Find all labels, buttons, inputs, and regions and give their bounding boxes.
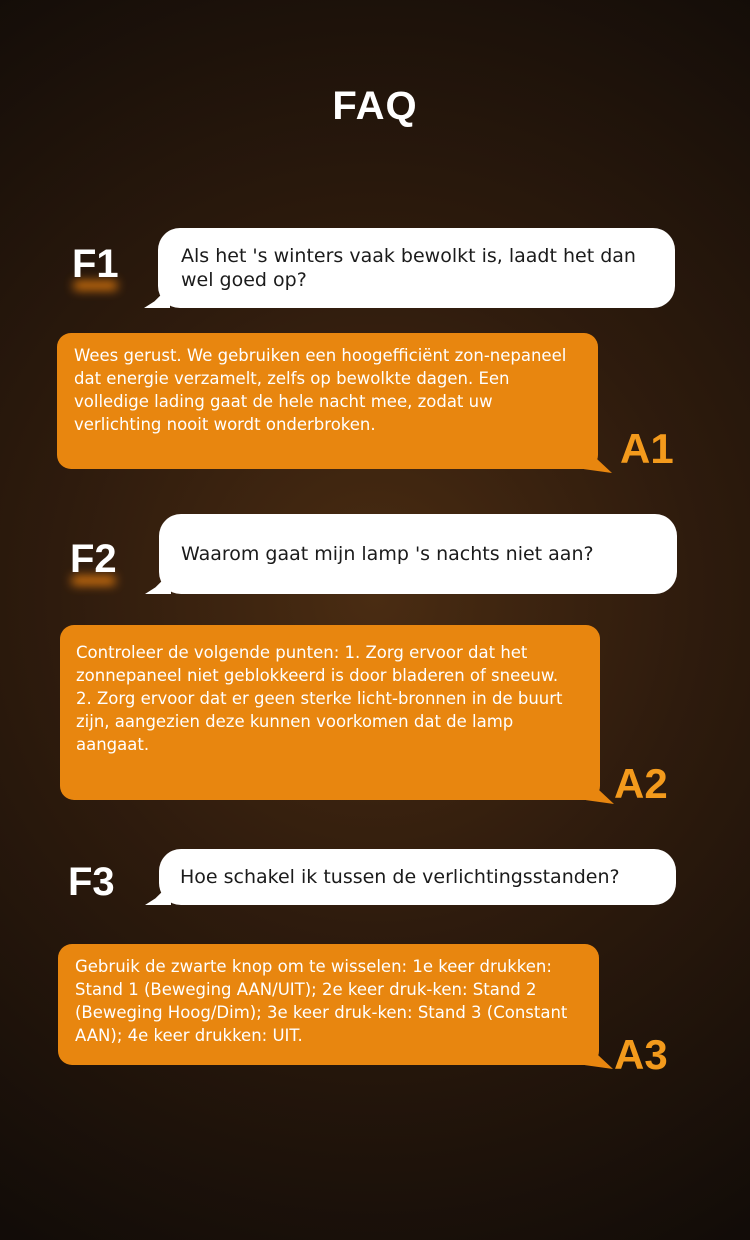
answer-text-1: Wees gerust. We gebruiken een hoogefficiënt zon-nepaneel dat energie verzamelt, zelfs op bewolkte dagen. Een volledige lading gaat de hele nacht mee, zodat uw verlichting nooit wordt onderbroken. bbox=[74, 346, 567, 434]
question-bubble-3 bbox=[159, 849, 676, 905]
question-bubble-1 bbox=[158, 228, 675, 308]
answer-label-1: A1 bbox=[620, 425, 674, 472]
bubble-tail bbox=[586, 778, 614, 804]
answer-text-3: Gebruik de zwarte knop om te wisselen: 1e keer drukken: Stand 1 (Beweging AAN/UIT); 2e keer druk-ken: Stand 2 (Beweging Hoog/Dim); 3e keer druk-ken: Stand 3 (Constant AAN); 4e keer drukken: UIT. bbox=[75, 957, 568, 1045]
answer-label-2: A2 bbox=[614, 760, 668, 807]
question-text-1: Als het 's winters vaak bewolkt is, laadt het dan wel goed op? bbox=[181, 245, 636, 291]
answer-bubble-2 bbox=[60, 625, 600, 800]
question-label-3 bbox=[68, 862, 115, 902]
bubble-tail bbox=[144, 286, 170, 308]
question-label-2-text: F2 bbox=[70, 537, 117, 581]
bubble-tail bbox=[584, 447, 612, 473]
bubble-tail bbox=[585, 1043, 613, 1069]
question-label-1 bbox=[72, 244, 119, 284]
question-label-3-text: F3 bbox=[68, 860, 115, 904]
question-bubble-2 bbox=[159, 514, 677, 594]
answer-bubble-1 bbox=[57, 333, 598, 469]
question-label-1-text: F1 bbox=[72, 242, 119, 286]
bubble-tail bbox=[145, 572, 171, 594]
bubble-tail bbox=[145, 883, 171, 905]
answer-text-2: Controleer de volgende punten: 1. Zorg ervoor dat het zonnepaneel niet geblokkeerd is door bladeren of sneeuw. 2. Zorg ervoor dat er geen sterke licht-bronnen in de buurt zijn, aangezien deze kunnen voorkomen dat de lamp aangaat. bbox=[76, 643, 563, 754]
answer-bubble-3 bbox=[58, 944, 599, 1065]
page-title: FAQ bbox=[332, 84, 418, 128]
question-label-2 bbox=[70, 539, 117, 579]
question-text-3: Hoe schakel ik tussen de verlichtingsstanden? bbox=[180, 866, 620, 888]
answer-label-3: A3 bbox=[614, 1031, 668, 1078]
question-text-2: Waarom gaat mijn lamp 's nachts niet aan? bbox=[181, 543, 594, 565]
